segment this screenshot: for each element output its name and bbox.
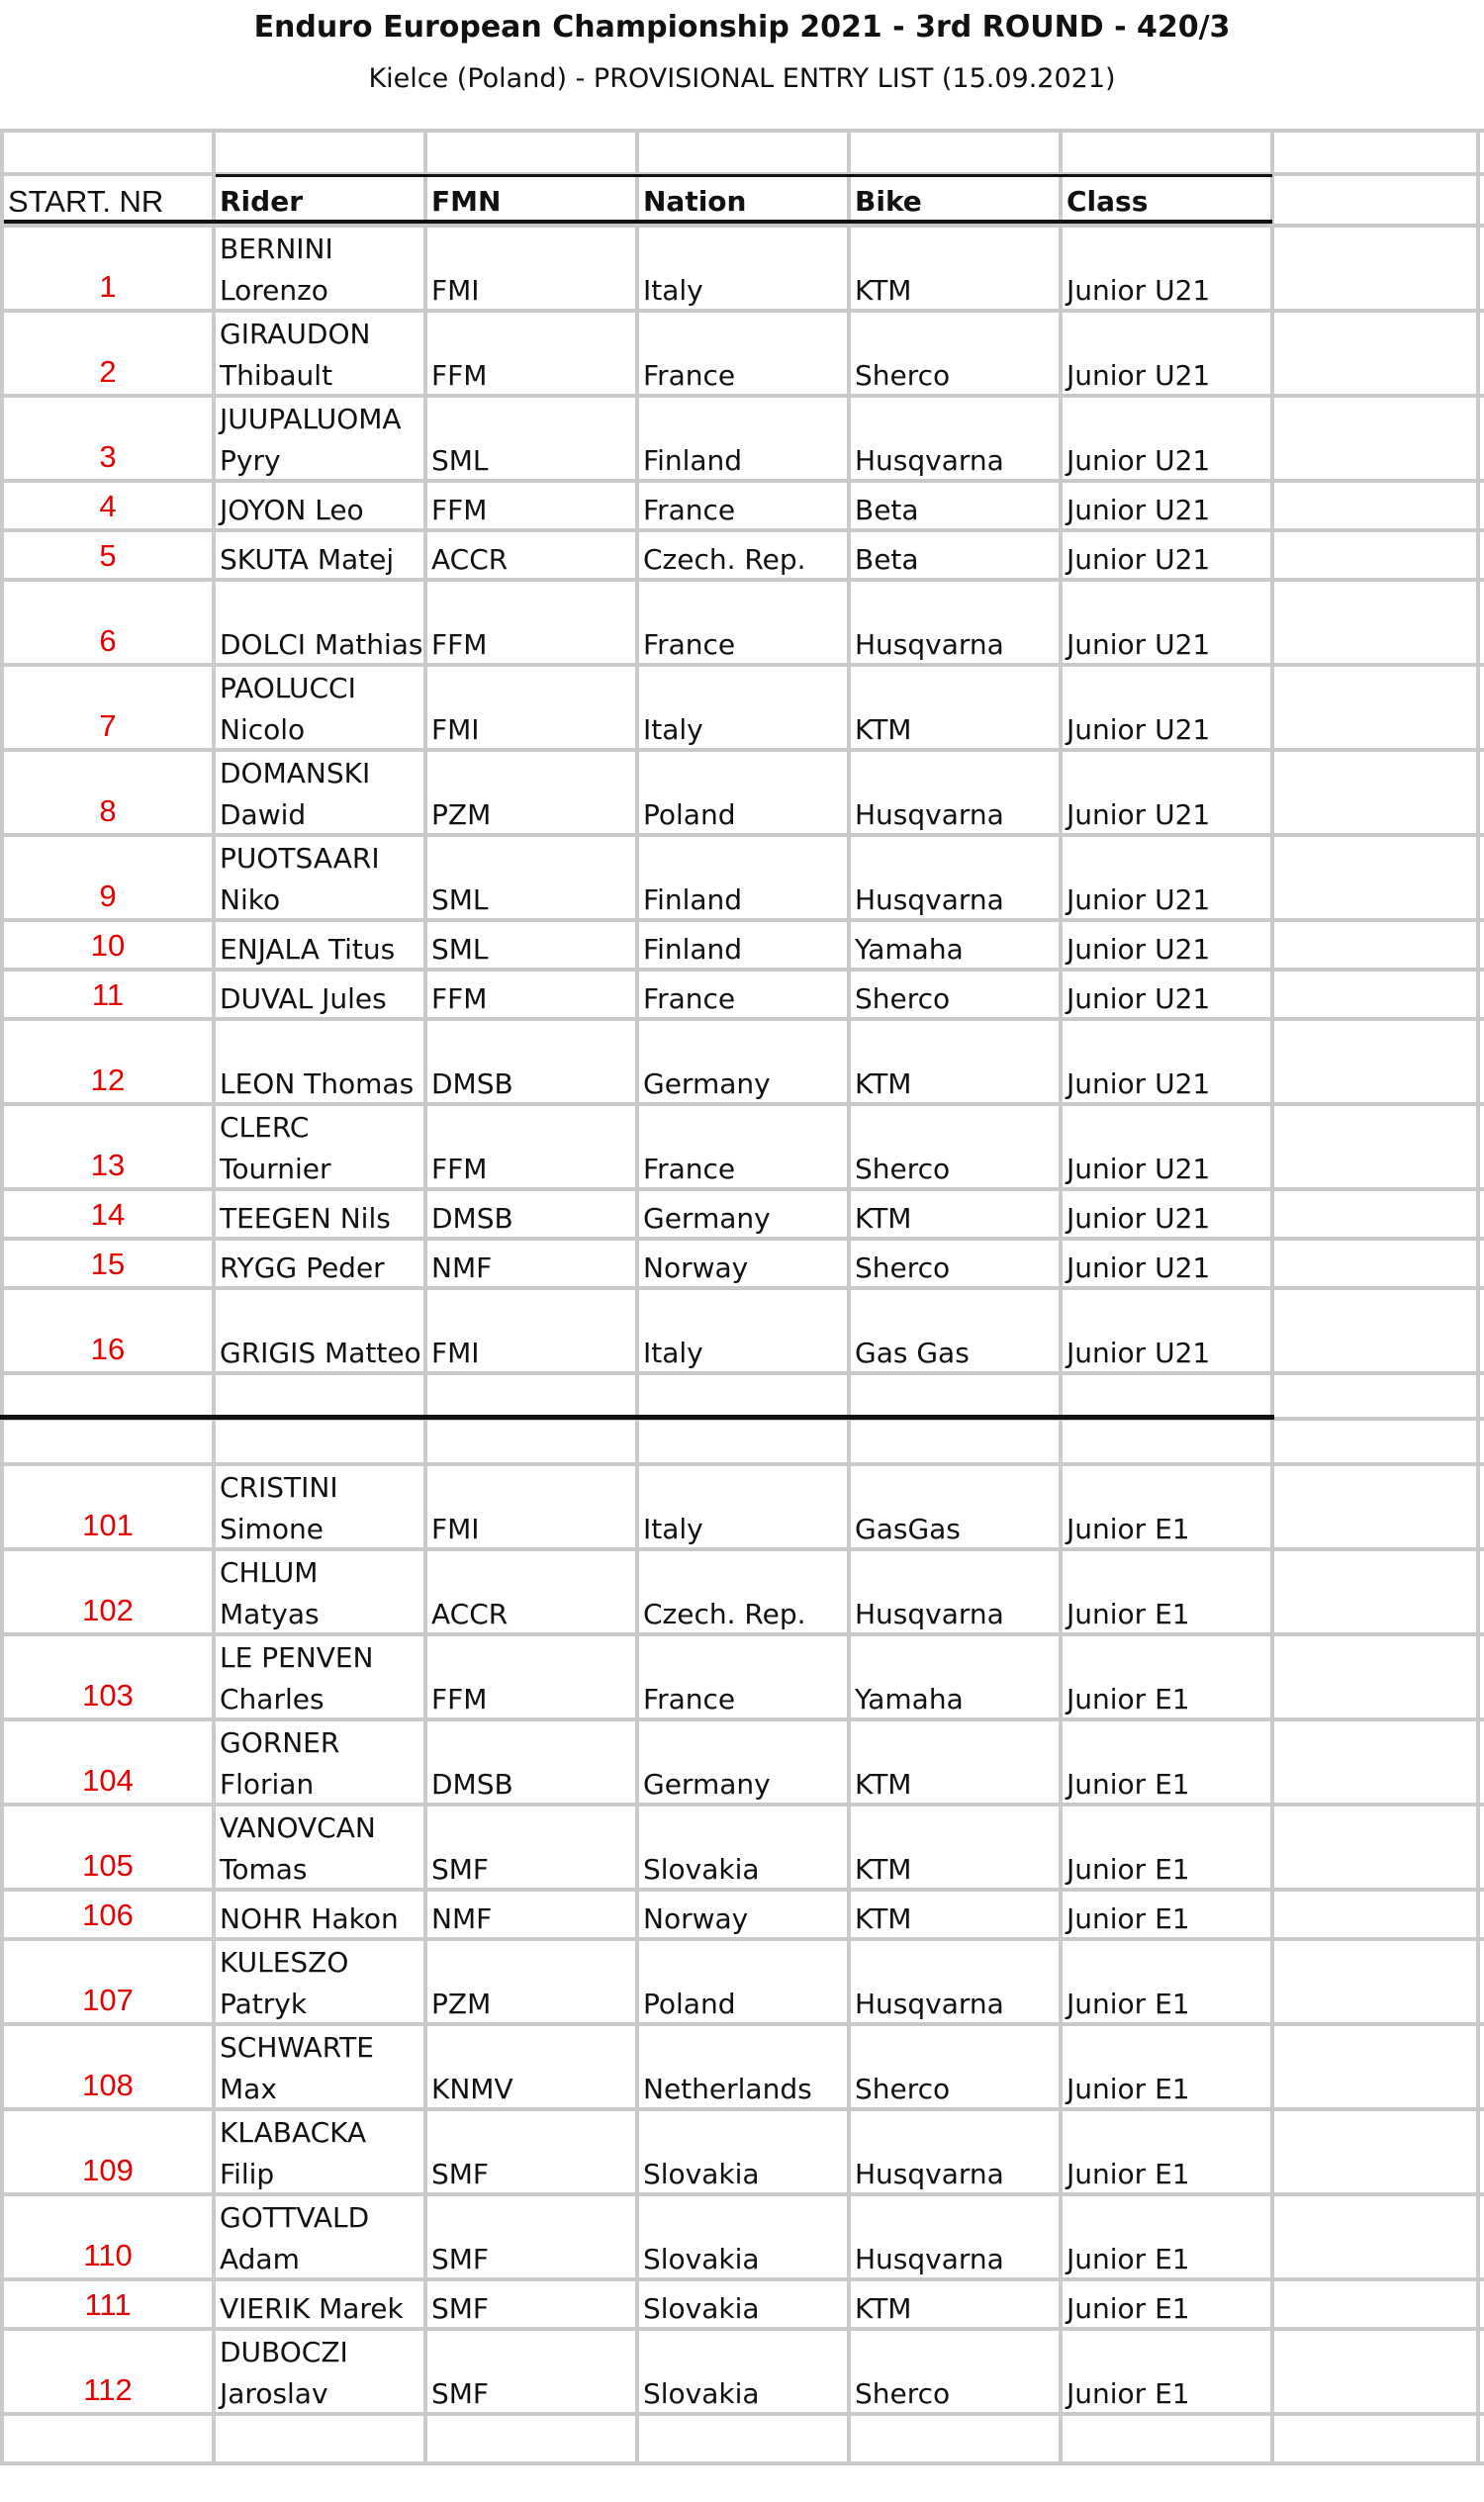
column-header-start-nr: START. NR (8, 184, 164, 219)
start-number: 16 (90, 1332, 126, 1366)
rider-surname: GOTTVALD (220, 2201, 370, 2234)
table-row (0, 2331, 1484, 2416)
rider-fmn: SML (431, 883, 489, 916)
rider-nation: Slovakia (643, 2377, 760, 2410)
rider-surname: CRISTINI (220, 1471, 338, 1504)
table-row (0, 228, 1484, 313)
rider-fmn: SML (431, 444, 489, 477)
table-cell (1063, 1375, 1274, 1417)
rider-class: Junior U21 (1067, 1067, 1211, 1100)
rider-nation: Italy (643, 1337, 703, 1369)
table-cell (1274, 972, 1480, 1017)
table-row (0, 1892, 1484, 1941)
rider-class: Junior U21 (1067, 494, 1211, 526)
class-separator (0, 1415, 1274, 1420)
rider-surname: JUUPALUOMA (220, 403, 402, 435)
table-spacer-row (0, 2416, 1484, 2465)
column-header-nation: Nation (643, 185, 747, 218)
table-cell (1274, 2026, 1480, 2107)
rider-class: Junior E1 (1067, 1902, 1190, 1935)
rider-fmn: PZM (431, 798, 492, 831)
rider-class: Junior E1 (1067, 1853, 1190, 1886)
rider-bike: Sherco (855, 2073, 951, 2105)
rider-name: Jaroslav (220, 2377, 328, 2410)
table-cell (1274, 2111, 1480, 2192)
rider-class: Junior U21 (1067, 1202, 1211, 1235)
rider-surname: GORNER (220, 1726, 340, 1759)
rider-name: DUVAL Jules (220, 982, 387, 1015)
table-cell (427, 1375, 639, 1417)
rider-fmn: SMF (431, 2158, 490, 2190)
rider-nation: France (643, 494, 736, 526)
start-number: 7 (99, 708, 117, 743)
table-cell (216, 133, 427, 172)
rider-fmn: ACCR (431, 543, 509, 576)
rider-name: SKUTA Matej (220, 543, 395, 576)
rider-bike: KTM (855, 1202, 912, 1235)
rider-surname: KULESZO (220, 1946, 349, 1979)
rider-fmn: PZM (431, 1988, 492, 2020)
table-cell (1274, 1421, 1480, 1462)
table-cell (639, 1421, 851, 1462)
start-number: 10 (90, 928, 126, 963)
rider-nation: Poland (643, 1988, 736, 2020)
rider-name: Dawid (220, 798, 307, 831)
rider-name: Tomas (220, 1853, 308, 1886)
table-cell (0, 133, 216, 172)
table-spacer-row (0, 1421, 1484, 1466)
rider-nation: France (643, 1683, 736, 1715)
rider-bike: Sherco (855, 1251, 951, 1284)
rider-fmn: FMI (431, 1513, 480, 1545)
rider-fmn: FFM (431, 1683, 488, 1715)
rider-class: Junior U21 (1067, 982, 1211, 1015)
rider-surname: GIRAUDON (220, 318, 371, 350)
rider-name: NOHR Hakon (220, 1902, 399, 1935)
rider-bike: Sherco (855, 1153, 951, 1185)
table-row (0, 483, 1484, 532)
table-row (0, 1551, 1484, 1636)
rider-nation: Italy (643, 713, 703, 746)
table-cell (1274, 483, 1480, 528)
start-number: 108 (82, 2068, 134, 2102)
rider-nation: Czech. Rep. (643, 1598, 806, 1630)
start-number: 12 (90, 1063, 126, 1097)
table-cell (1274, 176, 1480, 224)
rider-bike: KTM (855, 2292, 912, 2325)
rider-class: Junior U21 (1067, 713, 1211, 746)
table-row (0, 1106, 1484, 1191)
table-cell (1274, 2331, 1480, 2412)
table-cell (0, 1421, 216, 1462)
rider-name: Thibault (220, 359, 333, 392)
rider-class: Junior U21 (1067, 798, 1211, 831)
rider-bike: Husqvarna (855, 798, 1004, 831)
rider-surname: CHLUM (220, 1556, 319, 1589)
table-cell (851, 2416, 1063, 2461)
rider-nation: Germany (643, 1202, 771, 1235)
rider-fmn: DMSB (431, 1768, 513, 1801)
table-row (0, 1941, 1484, 2026)
table-row (0, 313, 1484, 398)
header-topline (216, 174, 1272, 177)
table-cell (639, 1375, 851, 1417)
table-cell (1274, 398, 1480, 479)
start-number: 110 (83, 2238, 133, 2272)
rider-name: Charles (220, 1683, 325, 1715)
table-cell (1274, 1466, 1480, 1547)
start-number: 105 (82, 1848, 134, 1883)
table-row (0, 752, 1484, 837)
table-row (0, 922, 1484, 972)
rider-class: Junior E1 (1067, 2292, 1190, 2325)
table-cell (851, 133, 1063, 172)
table-row (0, 1636, 1484, 1721)
start-number: 101 (82, 1508, 134, 1542)
rider-fmn: FFM (431, 628, 488, 661)
rider-name: TEEGEN Nils (220, 1202, 391, 1235)
rider-class: Junior E1 (1067, 2073, 1190, 2105)
rider-fmn: FFM (431, 359, 488, 392)
rider-class: Junior E1 (1067, 1683, 1190, 1715)
table-row (0, 2111, 1484, 2196)
table-cell (1063, 2416, 1274, 2461)
table-cell (216, 2416, 427, 2461)
table-cell (1274, 2196, 1480, 2277)
rider-bike: Beta (855, 543, 919, 576)
rider-name: RYGG Peder (220, 1251, 385, 1284)
table-cell (639, 133, 851, 172)
rider-nation: Slovakia (643, 2243, 760, 2275)
table-cell (0, 2416, 216, 2461)
table-row (0, 398, 1484, 483)
rider-fmn: SMF (431, 1853, 490, 1886)
rider-nation: Italy (643, 274, 703, 307)
rider-class: Junior U21 (1067, 274, 1211, 307)
table-cell (216, 1375, 427, 1417)
table-cell (1274, 1941, 1480, 2022)
table-cell (1274, 752, 1480, 833)
rider-name: LEON Thomas (220, 1067, 415, 1100)
table-cell (1274, 2416, 1480, 2461)
rider-surname: LE PENVEN (220, 1641, 374, 1674)
header-underline (4, 220, 1272, 224)
rider-name: DOLCI Mathias (220, 628, 423, 661)
rider-fmn: SMF (431, 2377, 490, 2410)
rider-fmn: NMF (431, 1902, 493, 1935)
rider-fmn: KNMV (431, 2073, 513, 2105)
table-cell (216, 1421, 427, 1462)
rider-bike: Yamaha (855, 933, 964, 966)
start-number: 8 (99, 793, 117, 828)
table-row (0, 837, 1484, 922)
rider-surname: DOMANSKI (220, 757, 371, 789)
rider-surname: SCHWARTE (220, 2031, 374, 2064)
table-cell (851, 1375, 1063, 1417)
rider-fmn: FMI (431, 1337, 480, 1369)
table-row (0, 1807, 1484, 1892)
rider-class: Junior E1 (1067, 2377, 1190, 2410)
rider-bike: Gas Gas (855, 1337, 970, 1369)
rider-nation: Czech. Rep. (643, 543, 806, 576)
rider-name: Tournier (220, 1153, 331, 1185)
rider-bike: Husqvarna (855, 2158, 1004, 2190)
table-cell (0, 1375, 216, 1417)
column-header-rider: Rider (220, 185, 303, 218)
rider-nation: Germany (643, 1067, 771, 1100)
table-cell (1274, 1721, 1480, 1803)
rider-name: Matyas (220, 1598, 320, 1630)
table-cell (639, 2416, 851, 2461)
start-number: 3 (99, 439, 117, 474)
start-number: 4 (99, 489, 117, 523)
rider-fmn: ACCR (431, 1598, 509, 1630)
start-number: 111 (84, 2287, 132, 2322)
rider-class: Junior U21 (1067, 933, 1211, 966)
rider-surname: DUBOCZI (220, 2336, 348, 2368)
start-number: 6 (99, 623, 117, 658)
rider-nation: France (643, 982, 736, 1015)
rider-fmn: SML (431, 933, 489, 966)
table-cell (1274, 667, 1480, 748)
rider-name: Filip (220, 2158, 275, 2190)
table-row (0, 1721, 1484, 1807)
rider-name: Florian (220, 1768, 315, 1801)
start-number: 13 (90, 1148, 126, 1182)
rider-surname: VANOVCAN (220, 1811, 376, 1844)
table-cell (1274, 582, 1480, 663)
rider-bike: KTM (855, 1768, 912, 1801)
table-row (0, 582, 1484, 667)
table-row (0, 1021, 1484, 1106)
entry-table (0, 129, 1484, 2465)
rider-bike: KTM (855, 1853, 912, 1886)
start-number: 14 (90, 1197, 126, 1232)
column-header-fmn: FMN (431, 185, 502, 218)
rider-class: Junior E1 (1067, 1988, 1190, 2020)
rider-bike: KTM (855, 1902, 912, 1935)
rider-bike: KTM (855, 713, 912, 746)
rider-name: VIERIK Marek (220, 2292, 404, 2325)
rider-name: Nicolo (220, 713, 306, 746)
rider-name: ENJALA Titus (220, 933, 396, 966)
rider-fmn: FFM (431, 982, 488, 1015)
table-cell (1274, 1241, 1480, 1286)
start-number: 106 (82, 1898, 134, 1932)
rider-nation: Italy (643, 1513, 703, 1545)
table-cell (1274, 532, 1480, 578)
rider-class: Junior E1 (1067, 1768, 1190, 1801)
rider-nation: Netherlands (643, 2073, 812, 2105)
rider-class: Junior U21 (1067, 1251, 1211, 1284)
rider-class: Junior E1 (1067, 2158, 1190, 2190)
rider-bike: Sherco (855, 359, 951, 392)
rider-class: Junior U21 (1067, 883, 1211, 916)
rider-fmn: NMF (431, 1251, 493, 1284)
table-cell (1063, 133, 1274, 172)
start-number: 9 (99, 879, 117, 913)
table-row (0, 1191, 1484, 1241)
table-spacer-row (0, 133, 1484, 176)
rider-class: Junior E1 (1067, 1513, 1190, 1545)
table-row (0, 2196, 1484, 2281)
rider-nation: France (643, 628, 736, 661)
rider-name: Adam (220, 2243, 300, 2275)
rider-fmn: DMSB (431, 1067, 513, 1100)
start-number: 104 (82, 1763, 134, 1798)
rider-name: GRIGIS Matteo (220, 1337, 421, 1369)
start-number: 103 (82, 1678, 134, 1713)
rider-class: Junior U21 (1067, 1337, 1211, 1369)
rider-fmn: SMF (431, 2243, 490, 2275)
rider-nation: Slovakia (643, 2158, 760, 2190)
rider-class: Junior U21 (1067, 444, 1211, 477)
rider-bike: KTM (855, 274, 912, 307)
column-header-class: Class (1067, 185, 1149, 218)
page-subtitle: Kielce (Poland) - PROVISIONAL ENTRY LIST (15.09.2021) (368, 63, 1116, 94)
start-number: 1 (99, 269, 117, 304)
table-row (0, 2281, 1484, 2331)
rider-fmn: FMI (431, 274, 480, 307)
start-number: 109 (82, 2153, 134, 2187)
rider-fmn: FFM (431, 1153, 488, 1185)
rider-class: Junior E1 (1067, 1598, 1190, 1630)
rider-class: Junior E1 (1067, 2243, 1190, 2275)
rider-fmn: DMSB (431, 1202, 513, 1235)
table-cell (1274, 133, 1480, 172)
rider-name: JOYON Leo (220, 494, 364, 526)
start-number: 107 (82, 1983, 134, 2017)
start-number: 15 (90, 1247, 126, 1281)
rider-bike: KTM (855, 1067, 912, 1100)
table-row (0, 667, 1484, 752)
rider-nation: Slovakia (643, 1853, 760, 1886)
rider-name: Niko (220, 883, 281, 916)
table-cell (1274, 1021, 1480, 1102)
rider-bike: Sherco (855, 2377, 951, 2410)
rider-bike: Husqvarna (855, 883, 1004, 916)
table-row (0, 1241, 1484, 1290)
rider-bike: Yamaha (855, 1683, 964, 1715)
rider-bike: Husqvarna (855, 628, 1004, 661)
start-number: 112 (83, 2372, 133, 2407)
table-cell (1274, 1106, 1480, 1187)
rider-bike: Husqvarna (855, 1598, 1004, 1630)
table-row (0, 532, 1484, 582)
table-row (0, 1466, 1484, 1551)
start-number: 11 (91, 977, 125, 1012)
rider-bike: GasGas (855, 1513, 961, 1545)
rider-nation: France (643, 359, 736, 392)
rider-bike: Beta (855, 494, 919, 526)
rider-nation: Finland (643, 883, 743, 916)
rider-class: Junior U21 (1067, 543, 1211, 576)
rider-class: Junior U21 (1067, 628, 1211, 661)
table-row (0, 2026, 1484, 2111)
rider-nation: Finland (643, 444, 743, 477)
rider-nation: Finland (643, 933, 743, 966)
rider-name: Patryk (220, 1988, 308, 2020)
start-number: 2 (99, 354, 117, 389)
table-cell (1274, 1807, 1480, 1888)
rider-bike: Sherco (855, 982, 951, 1015)
table-cell (1274, 922, 1480, 968)
rider-nation: Germany (643, 1768, 771, 1801)
table-cell (851, 1421, 1063, 1462)
rider-name: Simone (220, 1513, 324, 1545)
rider-class: Junior U21 (1067, 1153, 1211, 1185)
rider-nation: France (643, 1153, 736, 1185)
table-cell (427, 1421, 639, 1462)
table-cell (1274, 1892, 1480, 1937)
rider-surname: BERNINI (220, 232, 333, 265)
table-cell (1274, 313, 1480, 394)
rider-name: Pyry (220, 444, 281, 477)
table-cell (1274, 1375, 1480, 1417)
table-row (0, 972, 1484, 1021)
table-cell (1063, 1421, 1274, 1462)
table-cell (427, 133, 639, 172)
table-cell (1274, 837, 1480, 918)
rider-nation: Norway (643, 1251, 749, 1284)
start-number: 5 (99, 538, 117, 573)
rider-nation: Poland (643, 798, 736, 831)
table-cell (1274, 1290, 1480, 1371)
rider-bike: Husqvarna (855, 444, 1004, 477)
rider-name: Max (220, 2073, 277, 2105)
column-header-bike: Bike (855, 185, 922, 218)
rider-surname: CLERC (220, 1111, 310, 1144)
table-cell (427, 2416, 639, 2461)
rider-fmn: SMF (431, 2292, 490, 2325)
rider-nation: Slovakia (643, 2292, 760, 2325)
table-cell (1274, 228, 1480, 309)
table-header-row (0, 176, 1484, 228)
rider-surname: PAOLUCCI (220, 672, 356, 704)
table-cell (1274, 1551, 1480, 1632)
rider-class: Junior U21 (1067, 359, 1211, 392)
table-row (0, 1290, 1484, 1375)
table-cell (1274, 2281, 1480, 2327)
rider-fmn: FMI (431, 713, 480, 746)
table-cell (1274, 1636, 1480, 1717)
table-cell (1274, 1191, 1480, 1237)
rider-bike: Husqvarna (855, 2243, 1004, 2275)
start-number: 102 (82, 1593, 134, 1627)
rider-bike: Husqvarna (855, 1988, 1004, 2020)
rider-surname: KLABACKA (220, 2116, 367, 2149)
rider-surname: PUOTSAARI (220, 842, 380, 875)
rider-nation: Norway (643, 1902, 749, 1935)
rider-fmn: FFM (431, 494, 488, 526)
rider-name: Lorenzo (220, 274, 328, 307)
page-title: Enduro European Championship 2021 - 3rd ROUND - 420/3 (253, 10, 1231, 45)
